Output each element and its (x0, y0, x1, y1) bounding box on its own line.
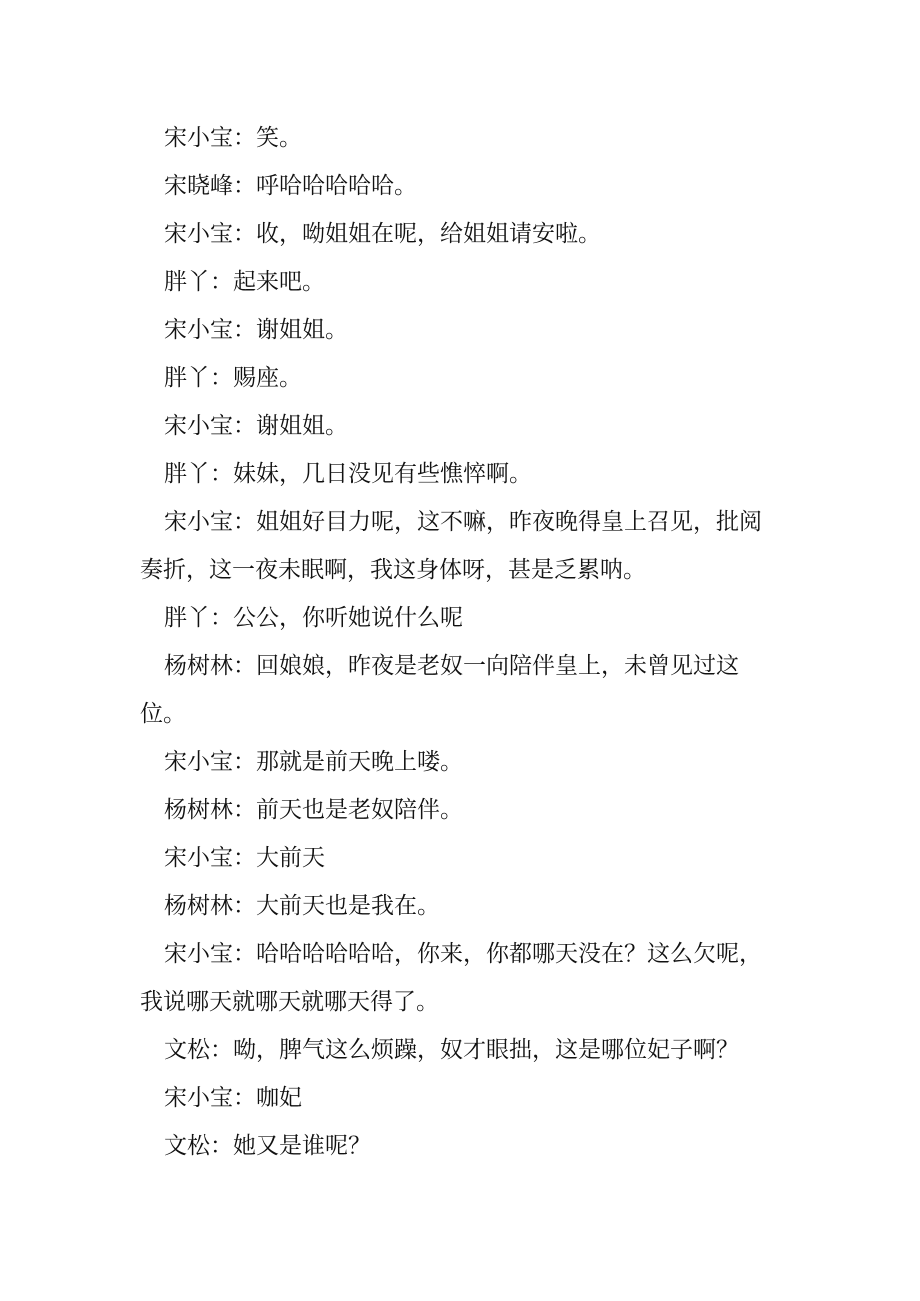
dialogue-line: 杨树林：前天也是老奴陪伴。 (164, 797, 463, 823)
dialogue-line: 胖丫：公公，你听她说什么呢 (164, 605, 463, 631)
dialogue-line: 文松：呦，脾气这么烦躁，奴才眼拙，这是哪位妃子啊？ (164, 1037, 739, 1063)
dialogue-line-continuation: 位。 (140, 701, 186, 727)
script-dialogue (140, 114, 780, 1170)
dialogue-line: 宋小宝：谢姐姐。 (164, 413, 348, 439)
dialogue-line: 宋小宝：那就是前天晚上喽。 (164, 749, 463, 775)
dialogue-line: 胖丫：起来吧。 (164, 269, 325, 295)
dialogue-line: 宋小宝：谢姐姐。 (164, 317, 348, 343)
dialogue-line: 宋小宝：笑。 (164, 125, 302, 151)
dialogue-line: 宋晓峰：呼哈哈哈哈哈。 (164, 173, 417, 199)
dialogue-line-continuation: 奏折，这一夜未眠啊，我这身体呀，甚是乏累呐。 (140, 557, 646, 583)
dialogue-line: 杨树林：回娘娘，昨夜是老奴一向陪伴皇上，未曾见过这 (164, 653, 739, 679)
dialogue-line-continuation: 我说哪天就哪天就哪天得了。 (140, 989, 439, 1015)
dialogue-line: 胖丫：赐座。 (164, 365, 302, 391)
dialogue-line: 宋小宝：咖妃 (164, 1085, 302, 1111)
dialogue-line: 宋小宝：哈哈哈哈哈哈，你来，你都哪天没在？这么欠呢， (164, 941, 762, 967)
dialogue-line: 胖丫：妹妹，几日没见有些憔悴啊。 (164, 461, 532, 487)
dialogue-line: 宋小宝：收，呦姐姐在呢，给姐姐请安啦。 (164, 221, 601, 247)
dialogue-line: 文松：她又是谁呢？ (164, 1133, 371, 1159)
dialogue-line: 杨树林：大前天也是我在。 (164, 893, 440, 919)
dialogue-line: 宋小宝：大前天 (164, 845, 325, 871)
dialogue-line: 宋小宝：姐姐好目力呢，这不嘛，昨夜晚得皇上召见，批阅 (164, 509, 762, 535)
